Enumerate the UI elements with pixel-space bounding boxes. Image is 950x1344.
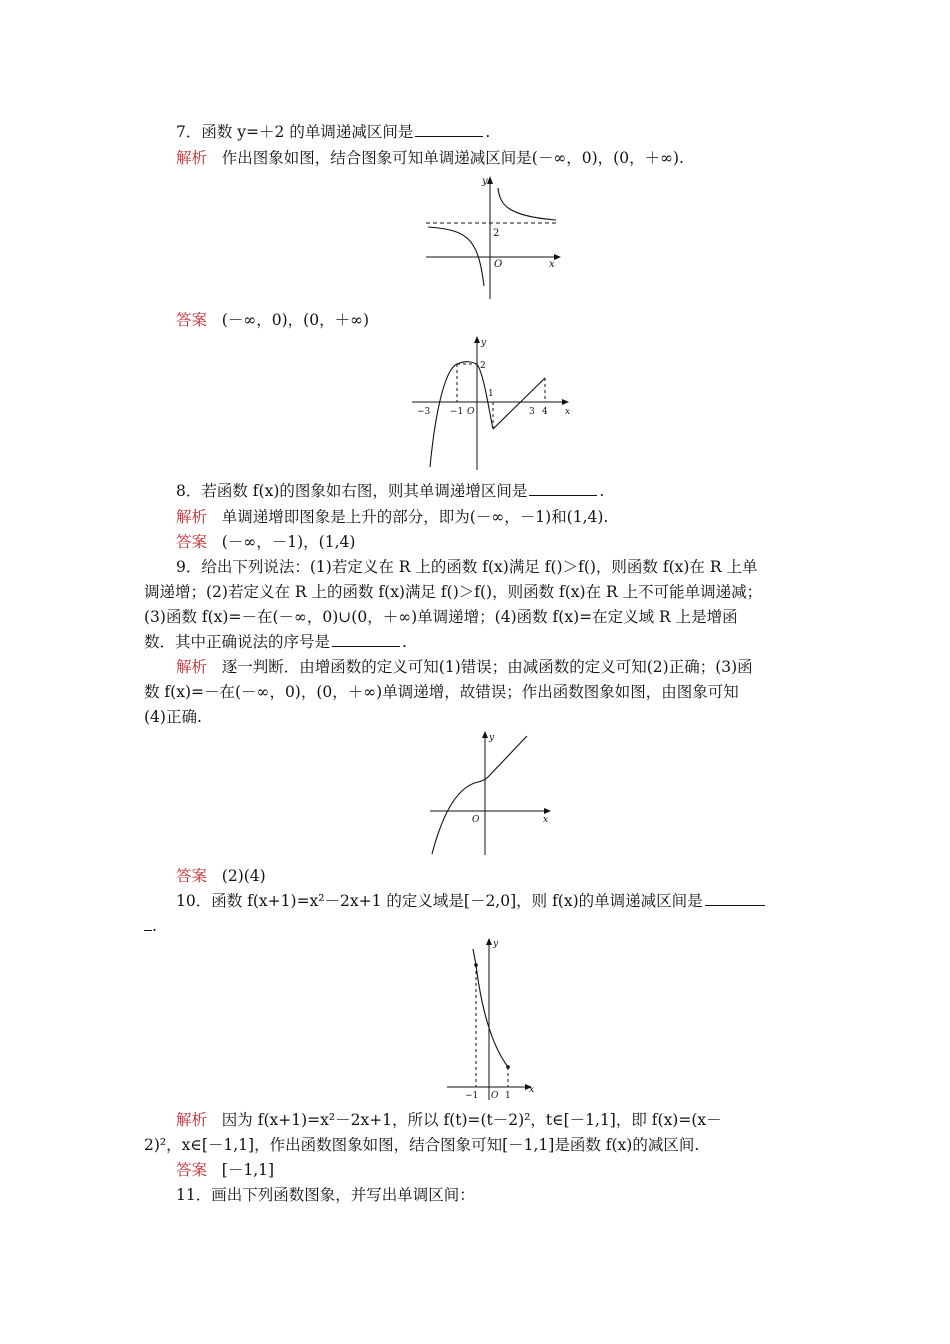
q7-graph <box>420 174 570 299</box>
q8-question: 8．若函数 f(x)的图象如右图，则其单调递增区间是 . <box>176 482 605 500</box>
q9-analysis-1 <box>176 657 753 677</box>
q10-tick-1: 1 <box>505 1091 511 1101</box>
q7-x-label: x <box>549 259 555 270</box>
q9-analysis-text-1: 逐一判断．由增函数的定义可知(1)错误；由减函数的定义可知(2)正确；(3)函 <box>221 658 753 676</box>
q8-y-arrow <box>474 336 480 343</box>
q7-x-arrow <box>554 254 561 260</box>
q8-x-arrow <box>562 399 569 405</box>
q7-answer <box>176 310 369 330</box>
q10-question: 10．函数 f(x+1)=x²－2x+1 的定义域是[－2,0]，则 f(x)的单调递减区间是 <box>176 891 767 911</box>
q9-x-label: x <box>543 815 549 825</box>
q9-analysis-label: 解析 <box>176 658 208 676</box>
q7-curve-right <box>498 188 556 220</box>
q10-curve <box>476 965 508 1067</box>
q9-line-4: 数．其中正确说法的序号是 . <box>144 633 407 651</box>
q9-answer-label: 答案 <box>176 867 208 885</box>
q8-tick-4: 4 <box>542 407 548 417</box>
q9-line-1: 9．给出下列说法：(1)若定义在 R 上的函数 f(x)满足 f()＞f()，则函数 f(x)在 R 上单 <box>176 558 758 576</box>
q11-question: 11．画出下列函数图象，并写出单调区间： <box>176 1186 475 1204</box>
q9-line-3: (3)函数 f(x)=－在(－∞，0)∪(0，＋∞)单调递增；(4)函数 f(x)=在定义域 R 上是增函 <box>144 608 738 626</box>
q8-answer-text: (－∞，－1)，(1,4) <box>221 533 356 551</box>
q10-answer-blank-tail <box>144 916 152 931</box>
q10-answer-text: [－1,1] <box>221 1161 275 1179</box>
q10-answer <box>176 1160 274 1180</box>
q9-x-arrow <box>544 808 551 814</box>
q7-analysis-text: 作出图象如图，结合图象可知单调递减区间是(－∞，0)，(0，＋∞). <box>221 149 684 167</box>
q7-question: 7．函数 y=＋2 的单调递减区间是 . <box>176 123 491 141</box>
q10-origin-label: O <box>491 1091 499 1101</box>
q10-x-label: x <box>529 1085 535 1095</box>
q7-answer-text: (－∞，0)，(0，＋∞) <box>221 311 370 329</box>
q7-asymptote-label: 2 <box>493 228 500 239</box>
q10-tick-neg1: −1 <box>465 1091 479 1101</box>
q8-tick-neg3: −3 <box>417 407 431 417</box>
q8-tick-neg1: −1 <box>450 407 464 417</box>
q10-analysis-1 <box>176 1110 722 1130</box>
q9-y-label: y <box>489 733 495 743</box>
q8-x-label: x <box>565 407 571 417</box>
q8-answer <box>176 532 355 552</box>
q10-graph <box>445 935 545 1105</box>
q7-y-label: y <box>482 176 488 187</box>
q10-y-arrow <box>486 938 492 945</box>
q7-answer-blank <box>415 122 483 137</box>
q10-analysis-2: 2)²，x∈[－1,1]，作出函数图象如图，结合图象可知[－1,1]是函数 f(x)的减区间. <box>144 1136 700 1154</box>
q7-analysis <box>176 148 684 168</box>
q8-analysis-label: 解析 <box>176 508 208 526</box>
q8-segment-right <box>493 378 545 429</box>
q9-answer-text: (2)(4) <box>221 867 266 885</box>
q8-point-label: 1 <box>488 389 494 399</box>
q9-line-2: 调递增；(2)若定义在 R 上的函数 f(x)满足 f()＞f()，则函数 f(x)在 R 上不可能单调递减； <box>144 583 763 601</box>
q7-y-arrow <box>487 176 493 184</box>
q9-answer <box>176 866 266 886</box>
q8-answer-blank <box>529 481 597 496</box>
q8-analysis <box>176 507 608 527</box>
q10-y-label: y <box>493 939 499 949</box>
q9-answer-blank <box>332 632 400 647</box>
q10-answer-label: 答案 <box>176 1161 208 1179</box>
q7-analysis-label: 解析 <box>176 149 208 167</box>
q8-tick-3: 3 <box>529 407 535 417</box>
q8-graph <box>410 335 580 475</box>
q8-analysis-text: 单调递增即图象是上升的部分，即为(－∞，－1)和(1,4). <box>221 508 609 526</box>
q7-answer-label: 答案 <box>176 311 208 329</box>
q10-answer-blank <box>705 891 765 906</box>
q8-y-tick-2: 2 <box>480 361 486 371</box>
q10-analysis-text-1: 因为 f(x+1)=x²－2x+1，所以 f(t)=(t－2)²，t∈[－1,1]，即 f(x)=(x－ <box>221 1111 722 1129</box>
q10-analysis-label: 解析 <box>176 1111 208 1129</box>
q9-origin-label: O <box>472 815 480 825</box>
q7-origin-label: O <box>494 259 503 270</box>
q8-origin-label: O <box>467 407 475 417</box>
q9-curve <box>432 736 527 854</box>
q9-analysis-2: 数 f(x)=－在(－∞，0)，(0，＋∞)单调递增，故错误；作出函数图象如图，由图象可知 <box>144 683 739 701</box>
q9-y-arrow <box>482 731 488 738</box>
q8-answer-label: 答案 <box>176 533 208 551</box>
q9-analysis-3: (4)正确. <box>144 708 202 726</box>
q9-graph <box>428 730 558 858</box>
q8-y-label: y <box>481 338 487 348</box>
q10-question-end: . <box>144 916 157 936</box>
q10-curve-extension <box>473 949 476 965</box>
